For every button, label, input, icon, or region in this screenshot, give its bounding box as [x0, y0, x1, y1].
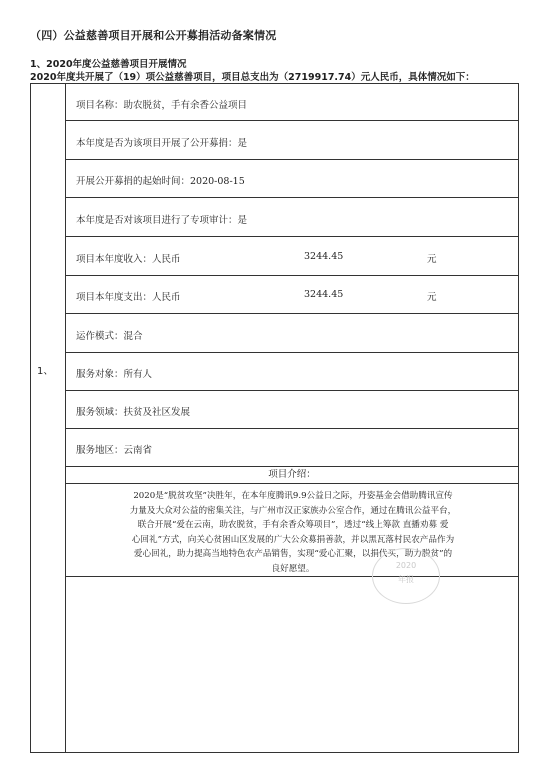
intro-line: 良好愿望。: [271, 563, 315, 574]
row-income: [66, 237, 518, 276]
service-field: 服务领域：扶贫及社区发展: [76, 407, 191, 418]
intro-line: 力量及大众对公益的密集关注，与广州市汉正家族办公室合作，通过在腾讯公益平台，: [129, 505, 457, 516]
income-unit: 元: [427, 254, 437, 265]
expense-amount: 3244.45: [304, 289, 344, 300]
project-index: 1、: [37, 366, 54, 377]
row-service-area: [66, 429, 518, 467]
sub-heading: 1、2020年度公益慈善项目开展情况: [30, 59, 187, 70]
operation-mode: 运作模式：混合: [76, 331, 143, 342]
stamp-line: 2020: [395, 561, 417, 570]
income-label: 项目本年度收入：人民币: [76, 254, 181, 265]
row-operation-mode: [66, 314, 518, 353]
intro-line: 2020是“脱贫攻坚”决胜年，在本年度腾讯9.9公益日之际，丹姿基金会借助腾讯宣传: [133, 491, 453, 501]
row-service-target: [66, 353, 518, 391]
intro-line: 爱心回礼，助力提高当地特色农产品销售，实现“爱心汇聚，以捐代买，助力脱贫”的: [133, 549, 453, 559]
row-start-time: [66, 160, 518, 198]
index-column: [31, 84, 66, 752]
intro-body: [66, 484, 518, 577]
intro-line: 联合开展“爱在云南，助农脱贫，手有余香众筹项目”，透过“线上筹款 直播劝募 爱: [137, 520, 449, 530]
watermark-stamp: [372, 548, 440, 604]
service-target: 服务对象：所有人: [76, 369, 153, 380]
income-amount: 3244.45: [304, 251, 344, 262]
row-expense: [66, 276, 518, 314]
expense-unit: 元: [427, 292, 437, 303]
project-name: 项目名称：助农脱贫，手有余香公益项目: [76, 100, 248, 111]
public-fundraising: 本年度是否为该项目开展了公开募捐：是: [76, 138, 248, 149]
row-special-audit: [66, 198, 518, 237]
intro-line: 心回礼”方式，向关心贫困山区发展的广大公众募捐善款，并以黑瓦落村民农产品作为: [131, 534, 455, 545]
fundraising-start-time: 开展公开募捐的起始时间：2020-08-15: [76, 176, 245, 187]
expense-label: 项目本年度支出：人民币: [76, 292, 181, 303]
summary-line: 2020年度共开展了（19）项公益慈善项目，项目总支出为（2719917.74）元人民币，具体情况如下：: [30, 72, 475, 83]
row-public-fundraising: [66, 121, 518, 160]
row-project-name: [66, 84, 518, 121]
special-audit: 本年度是否对该项目进行了专项审计：是: [76, 215, 248, 226]
section-title: （四）公益慈善项目开展和公开募捐活动备案情况: [30, 29, 277, 42]
intro-heading: 项目介绍：: [66, 467, 518, 484]
row-service-field: [66, 391, 518, 429]
stamp-line: 年报: [398, 575, 414, 584]
service-area: 服务地区：云南省: [76, 445, 153, 456]
project-table: [30, 83, 519, 753]
